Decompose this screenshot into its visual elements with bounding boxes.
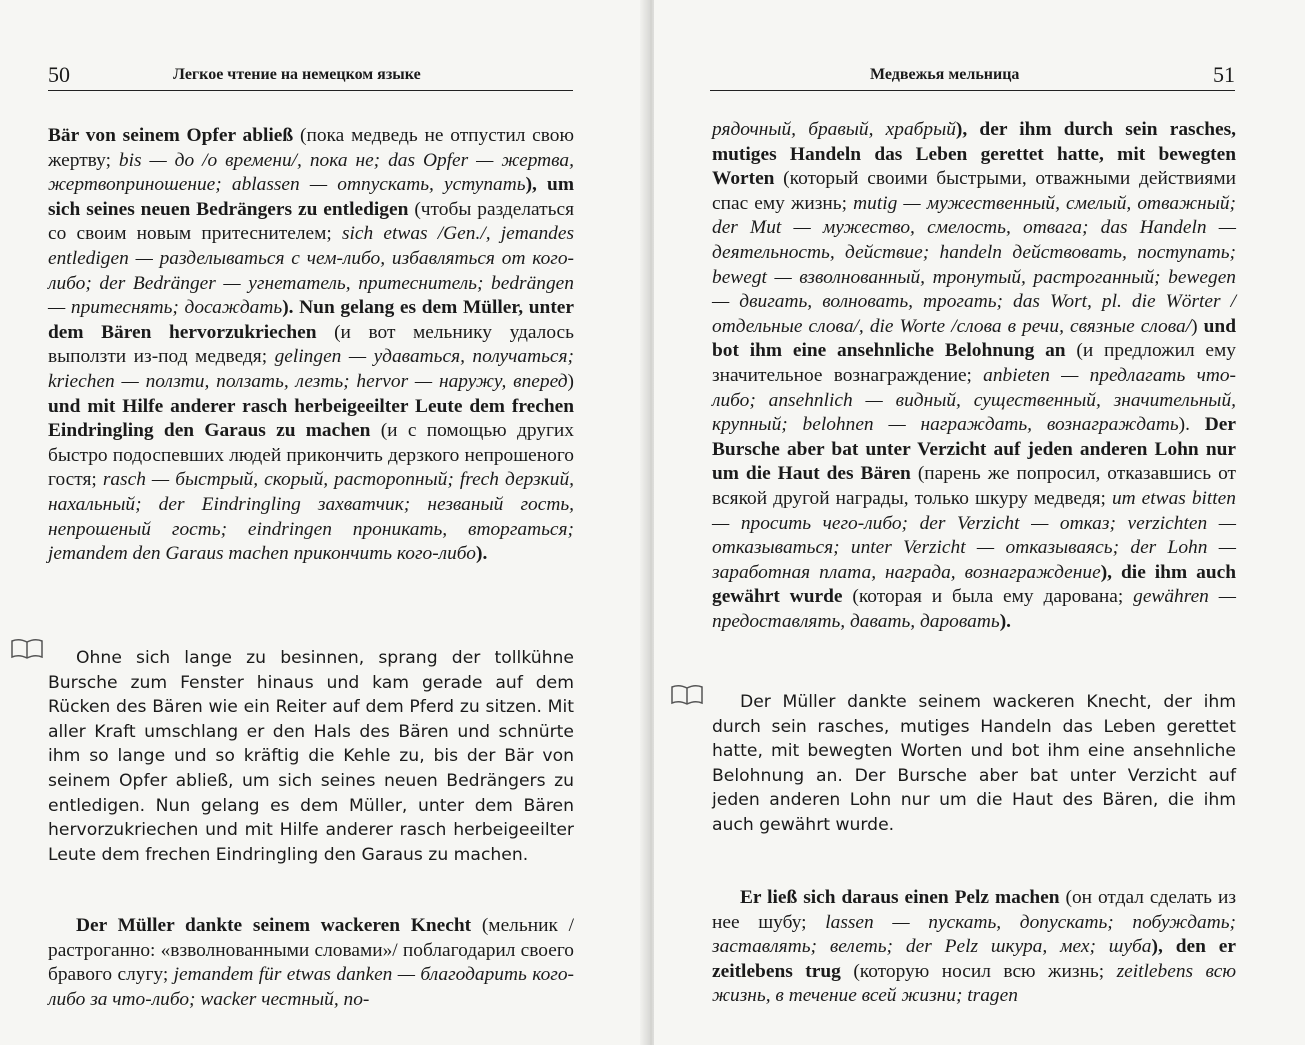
left-page (0, 0, 648, 1045)
translation-text: (и вот мельнику удалось выползти из-под медведя; (48, 321, 574, 368)
german-phrase: ), um sich seines neuen Bedrängers zu entledigen (48, 174, 574, 220)
annotated-text-block (48, 914, 574, 1012)
vocabulary-gloss: zeitlebens всю жизнь, в течение всей жизни; tragen (712, 960, 1236, 1007)
german-phrase: Der Bursche aber bat unter Verzicht auf jeden anderen Lohn nur um die Haut des Bären (712, 414, 1237, 485)
translation-text: ) (567, 370, 574, 392)
annotated-paragraph (712, 118, 1236, 634)
german-phrase: ), den er zeitlebens trug (712, 936, 1236, 982)
running-title: Легкое чтение на немецком языке (173, 66, 421, 83)
annotated-text-block (712, 886, 1236, 1009)
translation-text: (которая и была ему дарована; (842, 586, 1134, 608)
translation-text: (мельник /растроганно: «взволнованными словами»/ поблагодарил своего бравого слугу; (48, 915, 574, 986)
translation-text: (который своими быстрыми, отважными действиями спас ему жизнь; (712, 168, 1236, 214)
german-phrase: ). Nun gelang es dem Müller, unter dem Bären hervorzukriechen (48, 297, 574, 343)
page-number: 51 (1213, 62, 1235, 87)
german-phrase: ). (476, 543, 488, 565)
german-phrase: ), der ihm durch sein rasches, mutiges Handeln das Leben gerettet hatte, mit bewegten Worten (712, 119, 1236, 190)
vocabulary-gloss: рядочный, бравый, храбрый (712, 119, 956, 140)
translation-text: ). (1178, 414, 1205, 436)
vocabulary-gloss: mutig — мужественный, смелый, отважный; der Mut — мужество, смелость, отвага; das Handeln — деятельность, действие; handeln действовать, поступать; bewegt — взволнованный, тронутый, растроганный; bewegen — двигать, волновать, трогать; das Wort, pl. die Wörter /отдельные слова/, die Worte /слова в речи, связные слова/ (712, 192, 1236, 337)
annotated-paragraph (48, 124, 574, 567)
german-phrase: Er ließ sich daraus einen Pelz machen (740, 887, 1060, 908)
translation-text: (и предложил ему значительное вознаграждение; (712, 340, 1236, 386)
vocabulary-gloss: sich etwas /Gen./, jemandes entledigen — разделываться с чем-либо, избавляться от кого-либо; der Bedränger — угнетатель, притеснитель; bedrängen — притеснять; досаждать (48, 223, 574, 319)
plain-text-paragraph (712, 690, 1236, 838)
open-book-icon (10, 638, 44, 660)
vocabulary-gloss: bis — до /о времени/, пока не; das Opfer — жертва, жертвоприношение; ablassen — отпускать, уступать (48, 149, 574, 196)
german-phrase: ), die ihm auch gewährt wurde (712, 561, 1236, 608)
translation-text: (пока медведь не отпустил свою жертву; (48, 125, 574, 171)
translation-text: (которую носил всю жизнь; (840, 960, 1117, 982)
annotated-paragraph (48, 914, 574, 1012)
translation-text: ) (1191, 315, 1204, 337)
right-page-header (710, 60, 1235, 91)
vocabulary-gloss: rasch — быстрый, скорый, расторопный; frech дерзкий, нахальный; der Eindringling захватчик; незваный гость, непрошеный гость; eindringen проникать, вторгаться; jemandem den Garaus machen прикончить кого-либо (48, 469, 574, 565)
annotated-text-block (712, 118, 1236, 634)
left-page-header (48, 60, 573, 91)
german-phrase: Bär von seinem Opfer abließ (48, 125, 294, 146)
german-phrase: und bot ihm eine ansehnliche Belohnung an (712, 315, 1236, 362)
plain-text: Der Müller dankte seinem wackeren Knecht, der ihm durch sein rasches, mutiges Handeln das Leben gerettet hatte, mit bewegten Worten und bot ihm eine ansehnliche Belohnung an. Der Bursche aber bat unter Verzicht auf jeden anderen Lohn nur um die Haut des Bären, die ihm auch gewährt wurde. (712, 692, 1236, 835)
open-book-icon (670, 684, 704, 706)
vocabulary-gloss: lassen — пускать, допускать; побуждать; заставлять; велеть; der Pelz шкура, мех; шуба (712, 911, 1236, 958)
annotated-text-block (48, 124, 574, 567)
german-phrase: ). (999, 610, 1011, 632)
vocabulary-gloss: jemandem für etwas danken — благодарить кого-либо за что-либо; wacker честный, по- (48, 964, 574, 1010)
annotated-paragraph (712, 886, 1236, 1009)
vocabulary-gloss: anbieten — предлагать что-либо; ansehnlich — видный, существенный, значительный, крупный; belohnen — награждать, вознаграждать (712, 364, 1236, 436)
right-page (654, 0, 1305, 1045)
vocabulary-gloss: gewähren — предоставлять, давать, даровать (712, 586, 1236, 632)
running-title: Медвежья мельница (870, 66, 1020, 83)
page-number: 50 (48, 62, 70, 87)
plain-text: Ohne sich lange zu besinnen, sprang der tollkühne Bursche zum Fenster hinaus und kam gerade auf dem Rücken des Bären wie ein Reiter auf dem Pferd zu sitzen. Mit aller Kraft umschlang er den Hals des Bären und schnürte ihm so lange und so kräftig die Kehle zu, bis der Bär von seinem Opfer abließ, um sich seines neuen Bedrängers zu entledigen. Nun gelang es dem Müller, unter dem Bären hervorzukriechen und mit Hilfe anderer rasch herbeigeeilter Leute dem frechen Eindringling den Garaus zu machen. (48, 648, 574, 865)
translation-text: (и с помощью других быстро подоспевших людей прикончить дерзкого непрошеного гостя; (48, 420, 574, 491)
vocabulary-gloss: gelingen — удаваться, получаться; kriechen — ползти, ползать, лезть; hervor — наружу, вперед (48, 346, 575, 392)
german-phrase: und mit Hilfe anderer rasch herbeigeeilter Leute dem frechen Eindringling den Garaus zu machen (48, 395, 574, 442)
german-phrase: Der Müller dankte seinem wackeren Knecht (76, 915, 472, 936)
plain-text-paragraph (48, 646, 574, 867)
vocabulary-gloss: um etwas bitten — просить чего-либо; der Verzicht — отказ; verzichten — отказываться; unter Verzicht — отказываясь; der Lohn — заработная плата, награда, вознаграждение (712, 487, 1236, 583)
translation-text: (чтобы разделаться со своим новым притеснителем; (48, 198, 574, 245)
translation-text: (он отдал сделать из нее шубу; (712, 887, 1236, 933)
translation-text: (парень же попросил, отказавшись от всякой другой награды, только шкуру медведя; (712, 463, 1236, 509)
